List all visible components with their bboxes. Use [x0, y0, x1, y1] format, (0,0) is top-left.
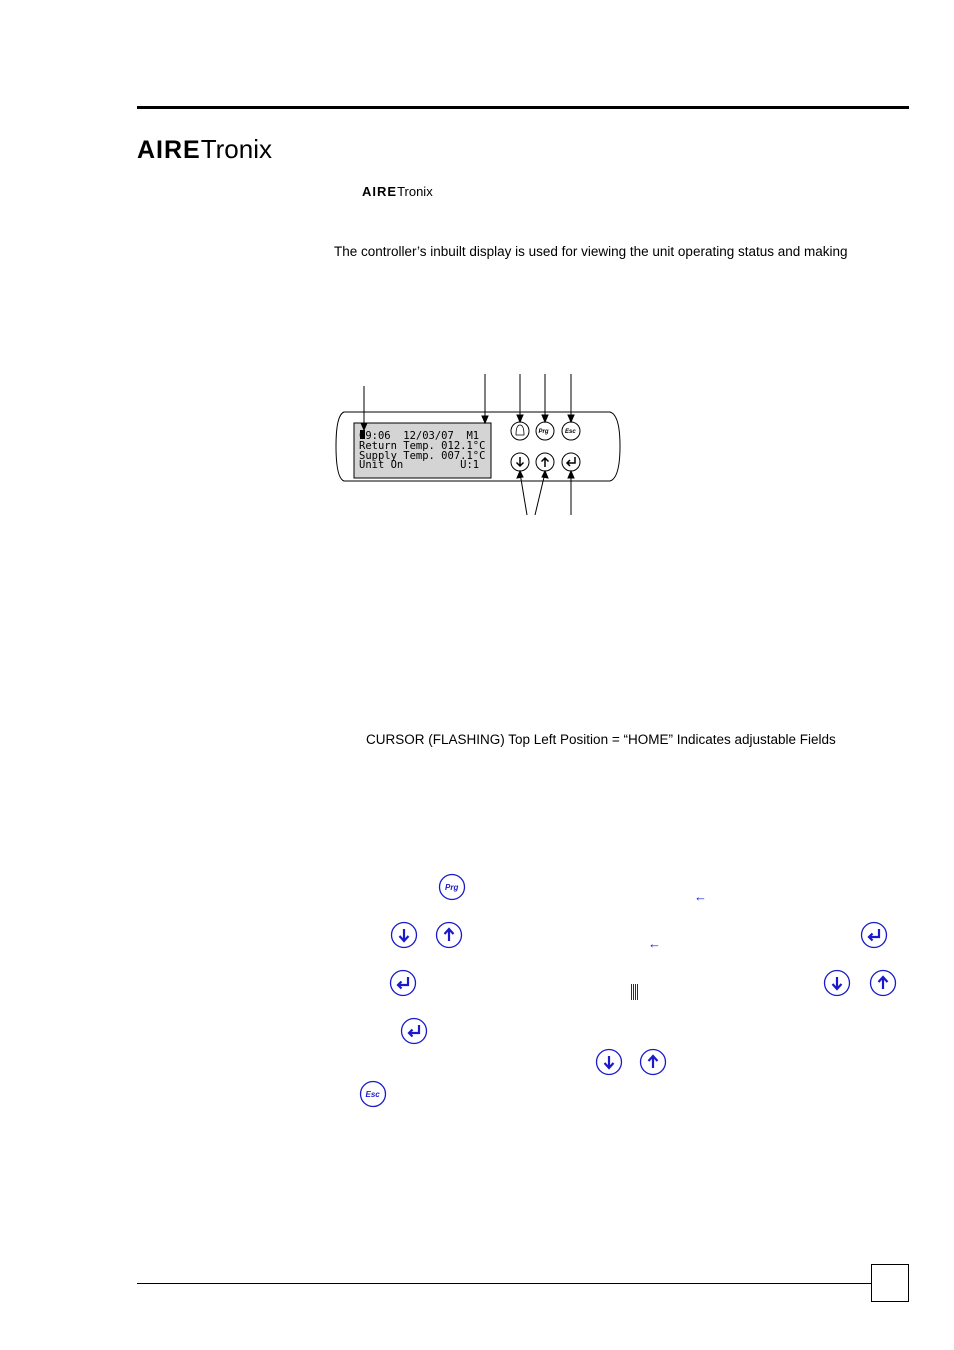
prg-button-label: Prg: [538, 429, 549, 435]
up-button-diagram: [536, 453, 554, 471]
lcd-line-4: Unit On U:1: [359, 459, 480, 471]
enter-key-icon-3: [400, 1017, 428, 1045]
section-logo-bold: AIRE: [362, 184, 398, 199]
down-key-icon-1: [390, 921, 418, 949]
left-arrow-icon-1: ←: [694, 889, 707, 904]
section-logo: [362, 184, 433, 200]
section-logo-light: Tronix: [397, 184, 433, 199]
logo-light-text: Tronix: [200, 134, 273, 164]
lcd-line-1: 09:06 12/03/07 M1: [359, 430, 480, 442]
up-key-icon-1: [435, 921, 463, 949]
prg-key-icon-1: [438, 873, 466, 901]
footer-rule: [137, 1283, 871, 1284]
header-rule: [137, 106, 909, 109]
controller-diagram: [330, 370, 630, 520]
prg-button-diagram: [536, 422, 554, 440]
down-key-icon-2: [823, 969, 851, 997]
header-logo: [137, 134, 272, 165]
logo-bold-text: AIRE: [137, 136, 201, 164]
down-button-diagram: [511, 453, 529, 471]
lcd-line-3: Supply Temp. 007.1°C: [359, 450, 486, 462]
esc-button-label: Esc: [565, 429, 576, 435]
up-key-icon-2: [869, 969, 897, 997]
esc-button-diagram: [562, 422, 580, 440]
enter-button-diagram: [562, 453, 580, 471]
page-number-box: [871, 1264, 909, 1302]
esc-key-icon: [359, 1080, 387, 1108]
down-key-icon-3: [595, 1048, 623, 1076]
intro-paragraph: The controller’s inbuilt display is used for viewing the unit operating status and making: [334, 244, 848, 259]
cursor-note: CURSOR (FLASHING) Top Left Position = “HOME” Indicates adjustable Fields: [366, 732, 836, 747]
alarm-button-diagram: [511, 422, 529, 440]
prg-key-label: Prg: [445, 883, 459, 892]
esc-key-label: Esc: [365, 1090, 380, 1099]
lcd-line-2: Return Temp. 012.1°C: [359, 440, 486, 452]
left-arrow-icon-2: ←: [648, 936, 661, 951]
enter-key-icon-2: [389, 969, 417, 997]
enter-key-icon-1: [860, 921, 888, 949]
cursor-block-icon: [631, 983, 638, 1001]
up-key-icon-3: [639, 1048, 667, 1076]
